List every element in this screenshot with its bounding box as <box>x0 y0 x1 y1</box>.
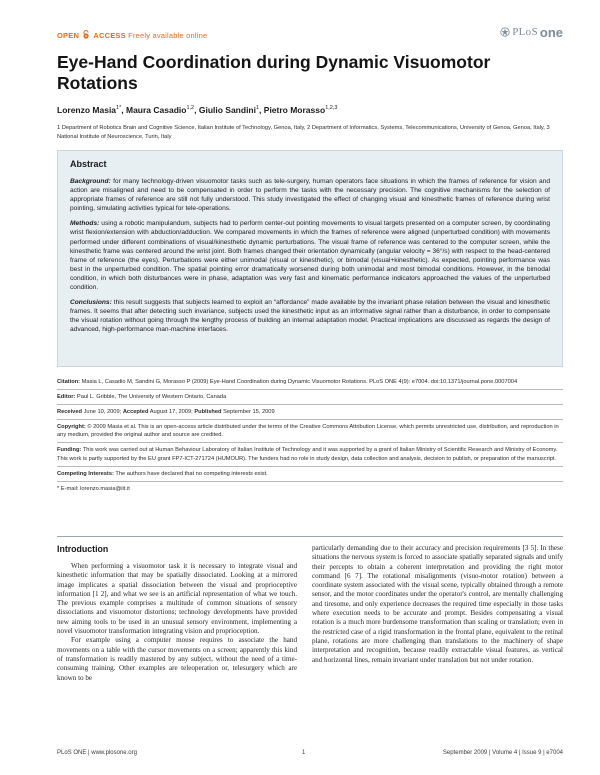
received-date: June 10, 2009; <box>83 409 122 416</box>
footer-journal[interactable]: PLoS ONE | www.plosone.org <box>57 750 137 756</box>
body-paragraph: particularly demanding due to their accuracy and precision requirements [3 5]. In these situations the nervous system is forced to associate spatially separated signals and unify their percepts to obtain a coherent interpretation and providing the right motor command [6 7]. The rotational misalignments (visuo-motor rotation) between a coordinate system associated with the visual scene, typically obtained through a remote sensor, and the motor coordinates under the operator's control, are mentally challenging and tiresome, and only experience decreases the required time especially in those tasks where execution needs to be accurate and prompt. Besides compensating a visual rotation is a much more burdensome transformation than scaling or translation; even in the restricted case of a rigid transformation in the frontal plane, equivalent to the retinal plane, rotations are more challenging than translations to the machinery of shape interpretation and recognition, because readily extractable visual features, as vertical and horizontal lines, remain invariant under translation but not under rotation. <box>312 544 563 664</box>
funding-label: Funding: <box>57 447 82 454</box>
brand-plos-text: PLoS <box>512 26 538 38</box>
freely-available-text: Freely available online <box>128 31 208 40</box>
author-affiliation-mark: 1* <box>116 105 122 111</box>
abstract-conclusions <box>70 298 550 334</box>
dates <box>57 408 563 420</box>
accepted-label: Accepted <box>122 409 149 416</box>
brand-one-text: one <box>539 24 563 40</box>
footer-page-number: 1 <box>302 750 306 756</box>
conclusions-text: this result suggests that subjects learned to exploit an “affordance” made available by the invariant phase relation between the visual and kinesthetic frames. It seems that after detecting such invariance, subjects used the kinesthetic input as an informative signal rather than a disturbance, in order to compensate the visual rotation without going through the lengthy process of building an internal adaptation model. Practical implications are discussed as regards the design of advanced, high-performance man-machine interfaces. <box>70 299 550 334</box>
competing-text: The authors have declared that no competing interests exist. <box>115 470 268 477</box>
author-affiliation-mark: 1,2,3 <box>325 105 338 111</box>
open-access-lock-icon <box>82 30 90 39</box>
author-list: Lorenzo Masia$^{1*}$, Maura Casadio$^{1,2}$, Giulio Sandini$^1$, Pietro Morasso$^{1,2,3}$ <box>57 104 338 115</box>
conclusions-label: Conclusions: <box>70 299 112 307</box>
body-column-right <box>312 544 563 665</box>
received-label: Received <box>57 409 82 416</box>
page-footer <box>57 750 563 760</box>
methods-label: Methods: <box>70 220 100 228</box>
author-name[interactable]: Giulio Sandini <box>198 104 256 115</box>
article-metadata <box>57 378 563 499</box>
plos-star-icon <box>500 27 510 37</box>
author-affiliation-mark: 1 <box>255 105 260 111</box>
competing-label: Competing Interests: <box>57 470 114 477</box>
editor-label: Editor: <box>57 394 76 401</box>
funding-text: This work was carried out at Human Behaviour Laboratory of Italian Institute of Technology and it was supported by a grant of Italian Ministry of Scientific Research and Ministry of Economy. This work is partly supported by the EU grant FP7-ICT-271724 (HUMOUR). The funders had no role in study design, data collection and analysis, decision to publish, or preparation of the manuscript. <box>57 447 558 462</box>
corresponding-email <box>57 485 563 496</box>
affiliations: 1 Department of Robotics Brain and Cognitive Science, Italian Institute of Technology, Genoa, Italy, 2 Department of Informatics, Systems, Telecommunications, University of Genoa, Genoa, Italy, 3 National Institute of Neuroscience, Turin, Italy <box>57 125 550 140</box>
body-column-left <box>57 562 297 683</box>
author-affiliation-mark: 1,2 <box>186 105 195 111</box>
abstract-box <box>57 150 563 367</box>
copyright-text: © 2009 Masia et al. This is an open-access article distributed under the terms of the Creative Commons Attribution License, which permits unrestricted use, distribution, and reproduction in any medium, provided the original author and source are credited. <box>57 424 559 439</box>
journal-header <box>57 24 563 42</box>
author-name[interactable]: Maura Casadio <box>125 104 187 115</box>
accepted-date: August 17, 2009; <box>149 409 193 416</box>
author-name[interactable]: Lorenzo Masia <box>57 104 117 115</box>
abstract-background <box>70 177 550 213</box>
editor-text: Paul L. Gribble, The University of Western Ontario, Canada <box>76 394 227 401</box>
background-label: Background: <box>70 178 111 185</box>
methods-text: using a robotic manipulandum, subjects had to perform center-out pointing movements to visual targets presented on a computer screen, by coordinating wrist flexion/extension with abduction/adduction. We compared movements in which the frames of reference were aligned (unperturbed condition) with movements performed under different combinations of visual/kinesthetic dynamic perturbations. The visual frame of reference was centered to the computer screen, while the kinesthetic frame was centered around the wrist joint. Both frames changed their orientation dynamically (angular velocity = 36°/s) with respect to the head-centered frame of reference (the eyes). Perturbations were either unimodal (visual or kinesthetic), or bimodal (visual+kinesthetic). As expected, pointing performance was best in the unperturbed condition. The spatial pointing error dramatically worsened during both unimodal and most bimodal conditions. However, in the bimodal condition, in which both disturbances were in phase, adaptation was very fast and kinematic performance indicators approached the values of the unperturbed condition. <box>70 220 550 292</box>
body-paragraph: For example using a computer mouse requires to associate the hand movements on a table with the cursor movements on a screen; apparently this kind of transformation is readily mastered by any subject, without the need of a time-consuming training. Other examples are teleoperation or, telesurgery which are known to be <box>57 636 297 682</box>
article-title: Eye-Hand Coordination during Dynamic Visuomotor Rotations <box>57 52 491 93</box>
background-text: for many technology-driven visuomotor tasks such as tele-surgery, human operators face situations in which the frames of reference for vision and action are misaligned and need to be compensated in order to perform the tasks with the necessary precision. The cognitive mechanisms for the selection of appropriate frames of reference are still not fully understood. This study investigated the effect of changing visual and kinesthetic frames of reference during wrist pointing, simulating activities typical for tele-operations. <box>70 178 550 213</box>
open-text: OPEN <box>57 31 80 40</box>
abstract-methods <box>70 219 550 292</box>
citation-label: Citation: <box>57 379 81 385</box>
author-name[interactable]: Pietro Morasso <box>263 104 326 115</box>
section-divider <box>57 536 563 537</box>
email-label: * E-mail: <box>57 485 79 492</box>
footer-issue: September 2009 | Volume 4 | Issue 9 | e7004 <box>442 750 563 756</box>
abstract-heading: Abstract <box>70 159 107 169</box>
email-link[interactable]: lorenzo.masia@iit.it <box>80 485 130 492</box>
open-access-label <box>57 30 207 40</box>
body-paragraph: When performing a visuomotor task it is necessary to integrate visual and kinesthetic information that may be spatially dissociated. Looking at a mirrored image implicates a spatial dissociation between the visual and proprioceptive information [1 2], and what we see is an artificial representation of what we touch. The previous example comprises a multitude of common situations of sensory dissociations and visuomotor distortions; technology developments have provided new aiming tools to be used in an unusual sensory environment, implementing a novel visuomotor transformation integrating vision and proprioception. <box>57 562 297 636</box>
published-label: Published <box>194 409 222 416</box>
published-date: September 15, 2009 <box>223 409 275 416</box>
introduction-heading: Introduction <box>57 544 109 554</box>
copyright <box>57 423 563 443</box>
citation-text[interactable]: Masia L, Casadio M, Sandini G, Morasso P (2009) Eye-Hand Coordination during Dynamic Visuomotor Rotations. PLoS ONE 4(9): e7004. doi:10.1371/journal.pone.0007004 <box>81 379 518 385</box>
editor <box>57 393 563 405</box>
copyright-label: Copyright: <box>57 424 86 431</box>
competing-interests <box>57 470 563 482</box>
plos-one-logo[interactable] <box>500 24 563 40</box>
access-text: ACCESS <box>93 31 126 40</box>
funding <box>57 446 563 466</box>
citation <box>57 378 563 390</box>
